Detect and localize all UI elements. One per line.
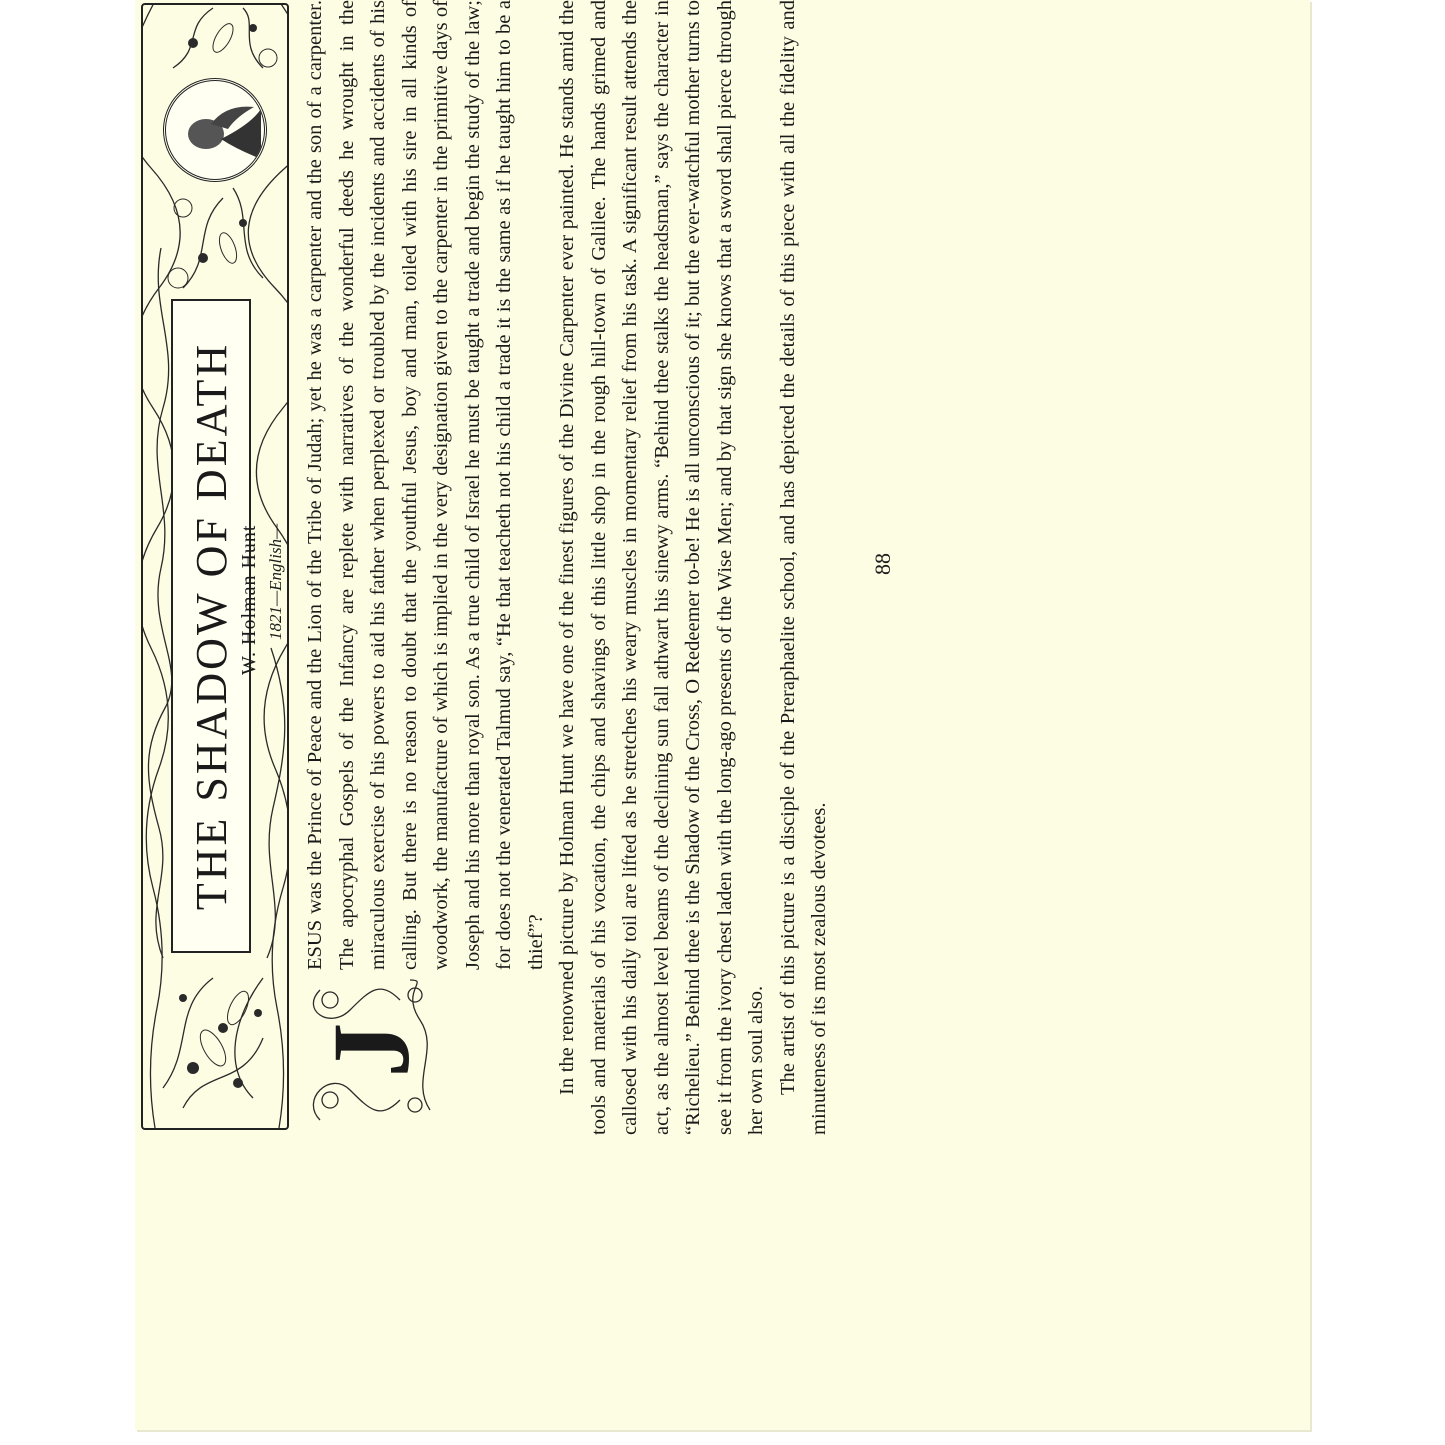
artist-portrait-medallion xyxy=(163,78,267,182)
page-title: THE SHADOW OF DEATH xyxy=(186,341,236,911)
article-body xyxy=(300,0,836,1135)
paragraph-2: In the renowned picture by Holman Hunt we have one of the finest figures of the Divine Carpenter ever painted. He stands amid the tools and materials of his vocation, the chips and shavings of this little shop in the rough hill-town of Galilee. The hands grimed and callosed with his daily toil are lifted as he stretches his weary muscles in momentary relief from his task. A significant result attends the act, as the almost level beams of the declining sun fall athwart his sinewy arms. “Behind thee stalks the headsman,” says the character in “Richelieu.” Behind thee is the Shadow of the Cross, O Redeemer to-be! He is all unconscious of it; but the ever-watchful mother turns to see it from the ivory chest laden with the long-ago presents of the Wise Men; and by that sign she knows that a sword shall pierce through her own soul also. xyxy=(556,0,767,1135)
rotated-page-content xyxy=(135,0,900,1135)
drop-cap-letter: J xyxy=(310,1022,432,1078)
portrait-image xyxy=(166,81,264,179)
artist-dates: 1821—English— xyxy=(266,523,285,640)
book-page xyxy=(135,0,1310,1430)
paragraph-1: ESUS was the Prince of Peace and the Lion of the Tribe of Judah; yet he was a carpenter and the son of a carpenter. The apocryphal Gospels of the Infancy are replete with narratives of the wonderful deeds he wrought in the miraculous exercise of his powers to aid his father when perplexed or troubled by the incidents and accidents of his calling. But there is no reason to doubt that the youthful Jesus, boy and man, toiled with his sire in all kinds of woodwork, the manufacture of which is implied in the very designation given to the carpenter in the primitive days of Joseph and his more than royal son. As a true child of Israel he must be taught a trade and begin the study of the law; for does not the venerated Talmud say, “He that teacheth not his child a trade it is the same as if he taught him to be a thief”? xyxy=(304,0,547,970)
paragraph-3: The artist of this picture is a disciple of the Preraphaelite school, and has depicted the details of this piece with all the fidelity and minuteness of its most zealous devotees. xyxy=(776,0,830,1135)
page-number: 88 xyxy=(870,553,895,575)
artist-name: W. Holman Hunt xyxy=(238,524,260,675)
